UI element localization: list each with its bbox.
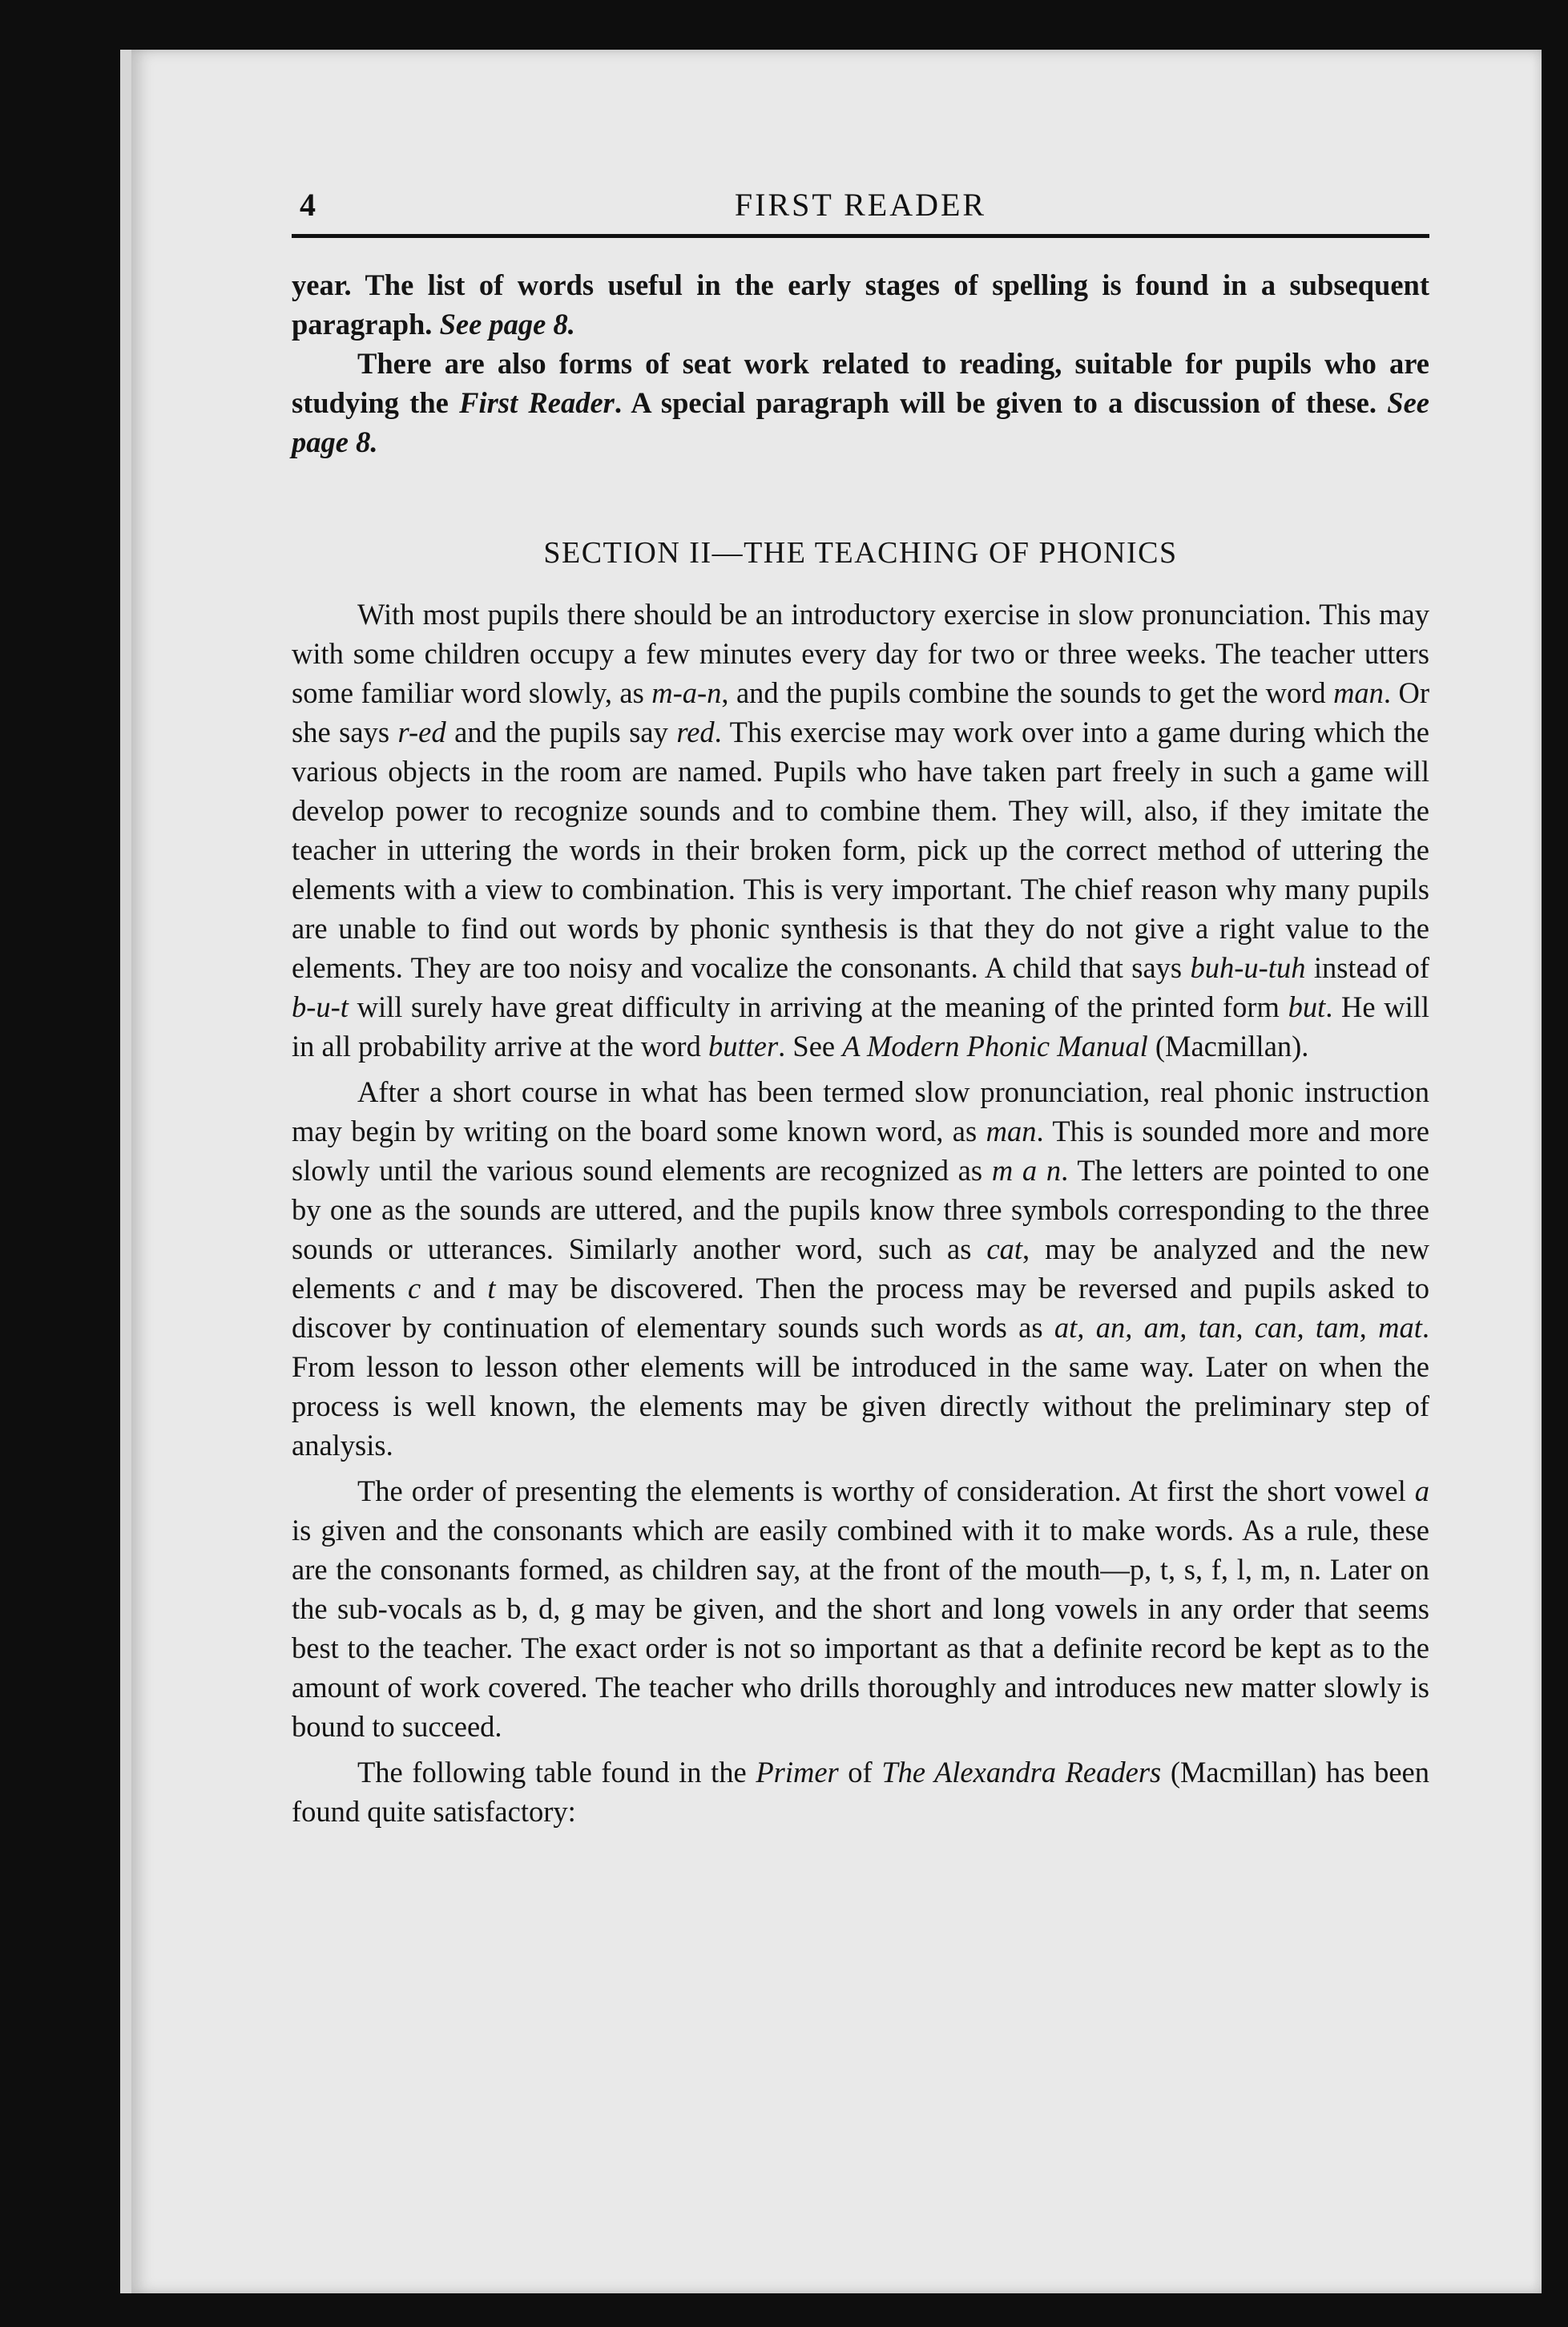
section-paragraph-3 <box>292 1471 1429 1746</box>
text-run: (Macmillan). <box>1147 1030 1309 1063</box>
example-word: c <box>407 1272 421 1305</box>
text-run: After a short course in what has been termed slow pronunciation, real phonic instruction may begin by writing on the board some known word, as <box>292 1075 1429 1147</box>
example-word: red <box>676 716 715 748</box>
book-title: First Reader <box>459 386 615 419</box>
section-paragraph-1 <box>292 595 1429 1066</box>
page-number: 4 <box>300 187 316 223</box>
page-reference: See page 8. <box>439 308 575 341</box>
example-word: but <box>1288 990 1326 1023</box>
example-word: a <box>1414 1474 1429 1507</box>
intro-paragraph-1 <box>292 265 1429 344</box>
text-run: , may be analyzed and the new elements <box>292 1232 1430 1305</box>
example-word: cat <box>986 1232 1022 1265</box>
text-run: . This is sounded more and more slowly until the various sound elements are recognized as <box>292 1115 1429 1187</box>
example-word: m a n <box>991 1154 1062 1187</box>
example-word: man <box>1333 676 1384 709</box>
book-title: A Modern Phonic Manual <box>842 1030 1148 1063</box>
text-run: . He will in all probability arrive at the word <box>292 990 1430 1063</box>
section-paragraph-4 <box>292 1752 1429 1831</box>
example-word: butter <box>707 1030 779 1063</box>
text-run: and the pupils say <box>445 716 677 748</box>
example-word: b-u-t <box>292 990 349 1023</box>
text-run: There are also forms of seat work related to reading, suitable for pupils who are studying the <box>292 347 1429 419</box>
section-paragraph-2 <box>292 1072 1429 1465</box>
book-title: The Alexandra Readers <box>881 1756 1162 1789</box>
book-page <box>120 50 1542 2293</box>
text-run: . See <box>778 1030 843 1063</box>
example-word: t <box>487 1272 496 1305</box>
text-run: year. The list of words useful in the early stages of spelling is found in a subsequent paragraph. <box>292 268 1429 341</box>
example-word: m-a-n <box>651 676 722 709</box>
page-reference: See page 8. <box>292 386 1429 458</box>
example-word: buh-u-tuh <box>1190 951 1306 984</box>
text-run: The following table found in the <box>357 1756 756 1789</box>
text-run: . Or she says <box>292 676 1429 748</box>
text-run: instead of <box>1305 951 1429 984</box>
text-run: . From lesson to lesson other elements will be introduced in the same way. Later on when the process is well known, the elements may be given directly without the preliminary step of analysis. <box>292 1311 1429 1462</box>
running-title: FIRST READER <box>734 187 987 223</box>
text-run: is given and the consonants which are easily combined with it to make words. As a rule, these are the consonants formed, as children say, at the front of the mouth—p, t, s, f, l, m, n. Later on the sub-vocals as b, d, g may be given, and the short and long vowels in any order that seems best to the teacher. The exact order is not so important as that a definite record be kept as to the amount of work covered. The teacher who drills thoroughly and introduces new matter slowly is bound to succeed. <box>292 1514 1429 1743</box>
text-run: , and the pupils combine the sounds to get the word <box>721 676 1334 709</box>
text-run: . The letters are pointed to one by one as the sounds are uttered, and the pupils know three symbols corresponding to the three sounds or utterances. Similarly another word, such as <box>292 1154 1429 1265</box>
running-head <box>292 186 1429 238</box>
text-run: . This exercise may work over into a game during which the various objects in the room are named. Pupils who have taken part freely in such a game will develop power to recognize sounds and to combine them. They will, also, if they imitate the teacher in uttering the words in their broken form, pick up the correct method of uttering the elements with a view to combination. This is very important. The chief reason why many pupils are unable to find out words by phonic synthesis is that they do not give a right value to the elements. They are too noisy and vocalize the consonants. A child that says <box>292 716 1429 984</box>
text-run: With most pupils there should be an introductory exercise in slow pronunciation. This may with some children occupy a few minutes every day for two or three weeks. The teacher utters some familiar word slowly, as <box>292 598 1429 709</box>
text-run: and <box>421 1272 488 1305</box>
book-title: Primer <box>756 1756 839 1789</box>
text-run: will surely have great difficulty in arriving at the meaning of the printed form <box>348 990 1288 1023</box>
text-run: . A special paragraph will be given to a discussion of these. <box>614 386 1388 419</box>
text-run: (Macmillan) has been found quite satisfactory: <box>292 1756 1429 1828</box>
example-word: at, an, am, tan, can, tam, mat <box>1054 1311 1422 1344</box>
text-run: of <box>838 1756 882 1789</box>
text-run: The order of presenting the elements is worthy of consideration. At first the short vowel <box>357 1474 1415 1507</box>
section-heading: SECTION II—THE TEACHING OF PHONICS <box>543 536 1178 570</box>
text-run: may be discovered. Then the process may be reversed and pupils asked to discover by continuation of elementary sounds such words as <box>292 1272 1430 1344</box>
intro-paragraph-2 <box>292 344 1429 462</box>
page-content <box>292 186 1429 1831</box>
example-word: man <box>986 1115 1037 1147</box>
example-word: r-ed <box>397 716 446 748</box>
